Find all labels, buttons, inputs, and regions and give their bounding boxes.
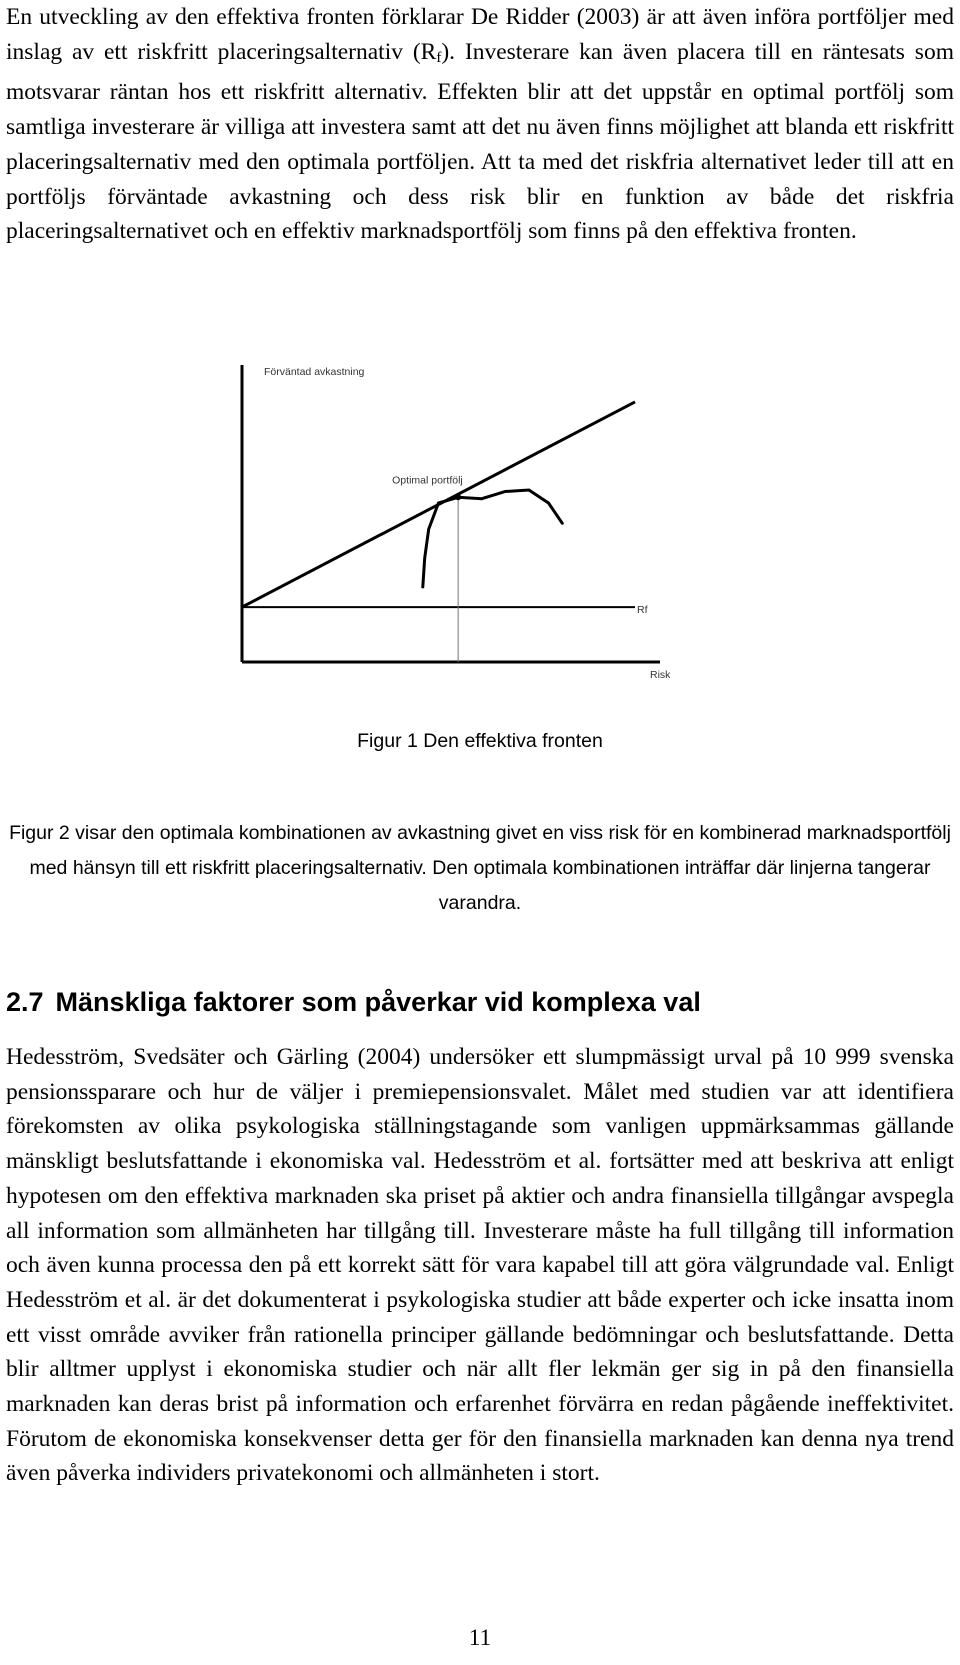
intro-paragraph [6, 0, 954, 249]
efficient-frontier-curve [423, 490, 563, 587]
section-title: Mänskliga faktorer som påverkar vid komplexa val [55, 987, 701, 1017]
intro-text-a: En utveckling av den effektiva fronten förklarar De Ridder (2003) är att även införa portföljer med inslag av ett riskfritt placeringsalternativ (R [6, 4, 954, 65]
section-paragraph: Hedesström, Svedsäter och Gärling (2004) undersöker ett slumpmässigt urval på 10 999 svenska pensionssparare och hur de väljer i premiepensionsvalet. Målet med studien var att identifiera förekomsten av olika psykologiska ställningstagande som vanligen uppmärksammas gällande mänskligt beslutsfattande i ekonomiska val. Hedesström et al. fortsätter med att beskriva att enligt hypotesen om den effektiva marknaden ska priset på aktier och andra finansiella tillgångar avspegla all information som allmänheten har tillgång till. Investerare måste ha full tillgång till information och även kunna processa den på ett korrekt sätt för vara kapabel till att göra välgrundade val. Enligt Hedesström et al. är det dokumenterat i psykologiska studier att både experter och icke insatta inom ett visst område avviker från rationella principer gällande bedömningar och beslutsfattande. Detta blir alltmer upplyst i ekonomiska studier och när allt fler lekmän ger sig in på den finansiella marknaden kan deras brist på information och erfarenhet förvärra en redan pågående ineffektivitet. Förutom de ekonomiska konsekvenser detta ger för den finansiella marknaden kan denna nya trend även påverka individers privatekonomi och allmänheten i stort. [6, 1044, 954, 1487]
efficient-frontier-figure [230, 365, 730, 715]
y-axis-label: Förväntad avkastning [264, 366, 365, 378]
optimal-portfolio-label: Optimal portfölj [392, 474, 463, 487]
figure-2-caption: Figur 2 visar den optimala kombinationen av avkastning givet en viss risk för en kombinerad marknadsportfölj med hänsyn till ett riskfritt placeringsalternativ. Den optimala kombinationen inträffar där linjerna tangerar varandra. [9, 822, 951, 914]
efficient-frontier-chart [230, 365, 730, 715]
optimal-portfolio-point [455, 494, 461, 500]
intro-text-b: ). Investerare kan även placera till en räntesats som motsvarar räntan hos ett riskfritt alternativ. Effekten blir att det uppstår en optimal portfölj som samtliga investerare är villiga att investera samt att det nu även finns möjlighet att blanda ett riskfritt placeringsalternativ med den optimala portföljen. Att ta med det riskfria alternativet leder till att en portföljs förväntade avkastning och dess risk blir en funktion av både det riskfria placeringsalternativet och en effektiv marknadsportfölj som finns på den effektiva fronten. [6, 38, 954, 245]
page-number: 11 [468, 1625, 492, 1650]
section-number: 2.7 [6, 987, 44, 1017]
x-axis-label: Risk [650, 669, 671, 681]
rf-subscript: f [436, 49, 442, 66]
figure-1-caption: Figur 1 Den effektiva fronten [357, 730, 603, 752]
rf-label: Rf [637, 604, 648, 617]
section-heading [6, 985, 701, 1019]
